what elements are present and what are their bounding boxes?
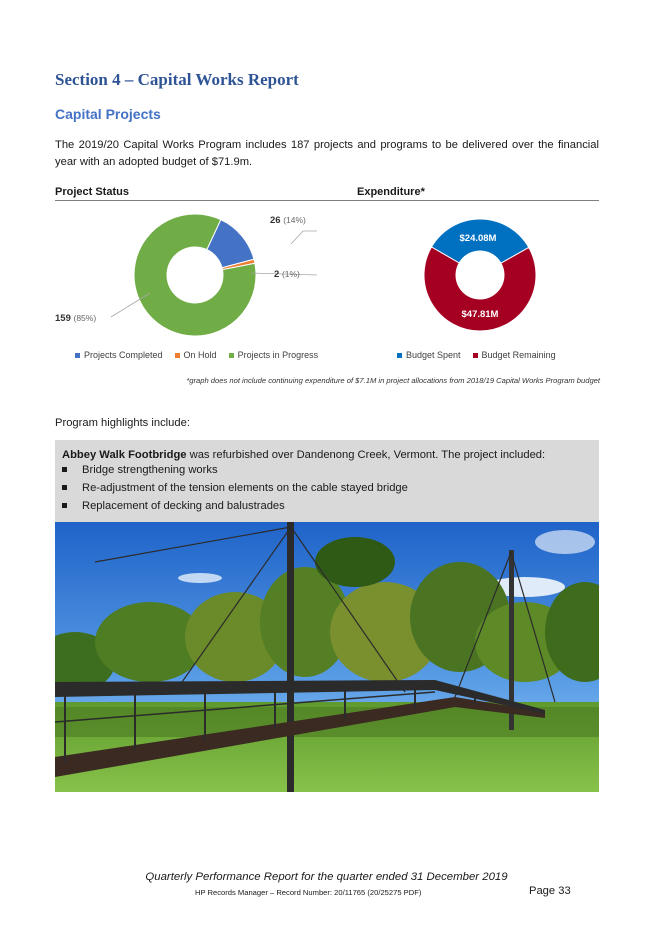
legend-label-in-progress: Projects in Progress (237, 350, 319, 360)
callout-in-progress (55, 313, 96, 324)
footer-record-number: HP Records Manager – Record Number: 20/11765 (20/25275 PDF) (195, 888, 422, 897)
section-title: Section 4 – Capital Works Report (55, 70, 299, 89)
highlight-bullet-text: Re-adjustment of the tension elements on the cable stayed bridge (82, 482, 408, 494)
legend-label-on-hold: On Hold (183, 350, 217, 360)
highlight-bullet (62, 464, 218, 476)
callout-completed-value: 26 (270, 215, 281, 226)
spent-label: $24.08M (459, 233, 497, 244)
expenditure-heading: Expenditure* (357, 186, 425, 198)
callout-on-hold (274, 269, 300, 280)
callout-in-progress-pct: (85%) (73, 313, 97, 323)
project-status-chart (55, 205, 355, 345)
callout-on-hold-value: 2 (274, 269, 280, 280)
callout-completed-pct: (14%) (283, 215, 306, 225)
highlight-bullet (62, 482, 408, 494)
project-status-heading: Project Status (55, 186, 129, 198)
footer-title: Quarterly Performance Report for the quarter ended 31 December 2019 (145, 871, 508, 883)
callout-on-hold-pct: (1%) (281, 269, 300, 279)
slice-projects-in-progress (114, 205, 276, 345)
legend-item-spent (397, 350, 461, 360)
bullet-square-icon (62, 503, 67, 508)
sub-title: Capital Projects (55, 106, 161, 122)
legend-item-in-progress (229, 350, 319, 360)
remaining-label: $47.81M (461, 309, 499, 320)
legend-item-on-hold (175, 350, 217, 360)
highlight-lead (62, 449, 545, 461)
callout-in-progress-value: 159 (55, 313, 71, 324)
legend-swatch-completed (75, 353, 80, 358)
project-status-legend (75, 350, 318, 360)
footnote: *graph does not include continuing expenditure of $7.1M in project allocations from 2018/19 Capital Works Program budget (186, 376, 600, 385)
legend-item-completed (75, 350, 163, 360)
bullet-square-icon (62, 467, 67, 472)
bullet-square-icon (62, 485, 67, 490)
legend-swatch-remaining (473, 353, 478, 358)
legend-label-completed: Projects Completed (84, 350, 163, 360)
highlight-lead-text: was refurbished over Dandenong Creek, Vermont. The project included: (186, 449, 546, 461)
highlight-bullet (62, 500, 285, 512)
expenditure-legend (397, 350, 556, 360)
legend-swatch-spent (397, 353, 402, 358)
callout-completed (270, 215, 306, 226)
legend-item-remaining (473, 350, 556, 360)
legend-label-remaining: Budget Remaining (481, 350, 556, 360)
callout-line-completed (291, 231, 317, 244)
divider (55, 200, 599, 201)
intro-paragraph: The 2019/20 Capital Works Program includes 187 projects and programs to be delivered over the financial year with an adopted budget of $71.9m. (55, 139, 599, 168)
highlights-intro: Program highlights include: (55, 417, 190, 429)
highlight-bullet-text: Replacement of decking and balustrades (82, 500, 285, 512)
highlight-bullet-text: Bridge strengthening works (82, 464, 218, 476)
legend-swatch-in-progress (229, 353, 234, 358)
expenditure-chart (400, 205, 560, 345)
legend-label-spent: Budget Spent (406, 350, 461, 360)
page-number: Page 33 (529, 885, 571, 897)
footbridge-photo (55, 522, 599, 792)
legend-swatch-on-hold (175, 353, 180, 358)
highlight-name: Abbey Walk Footbridge (62, 449, 187, 461)
